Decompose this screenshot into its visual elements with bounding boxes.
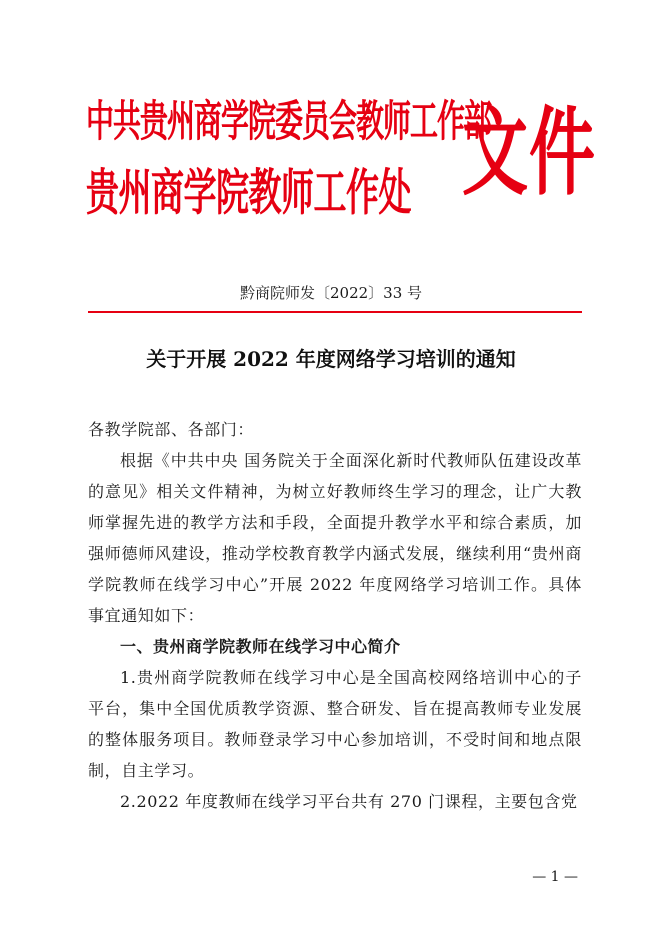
section-1-item-2: 2.2022 年度教师在线学习平台共有 270 门课程，主要包含党	[120, 792, 578, 811]
red-divider-line	[88, 311, 582, 313]
salutation: 各教学院部、各部门：	[88, 420, 255, 439]
page-number: — 1 —	[532, 869, 578, 885]
intro-paragraph: 根据《中共中央 国务院关于全面深化新时代教师队伍建设改革的意见》相关文件精神，为树立好教师终生学习的理念，让广大教师掌握先进的教学方法和手段，全面提升教学水平和综合素质，加强师德师风建设，推动学校教育教学内涵式发展，继续利用“贵州商学院教师在线学习中心”开展 2022 年度网络学习培训工作。具体事宜通知如下：	[88, 451, 582, 625]
section-1-item-1: 1.贵州商学院教师在线学习中心是全国高校网络培训中心的子平台，集中全国优质教学资源、整合研发、旨在提高教师专业发展的整体服务项目。教师登录学习中心参加培训，不受时间和地点限制，自主学习。	[88, 668, 582, 780]
document-number: 黔商院师发〔2022〕33 号	[239, 284, 423, 302]
org-line-1: 中共贵州商学院委员会教师工作部	[86, 95, 492, 147]
issuing-organizations	[86, 88, 492, 222]
org-line-2: 贵州商学院教师工作处	[86, 163, 411, 222]
document-body	[88, 414, 582, 817]
document-title: 关于开展 2022 年度网络学习培训的通知	[146, 347, 516, 371]
wenjian-label: 文件	[462, 95, 596, 209]
section-heading-1: 一、贵州商学院教师在线学习中心简介	[120, 637, 401, 656]
red-header	[86, 88, 596, 222]
